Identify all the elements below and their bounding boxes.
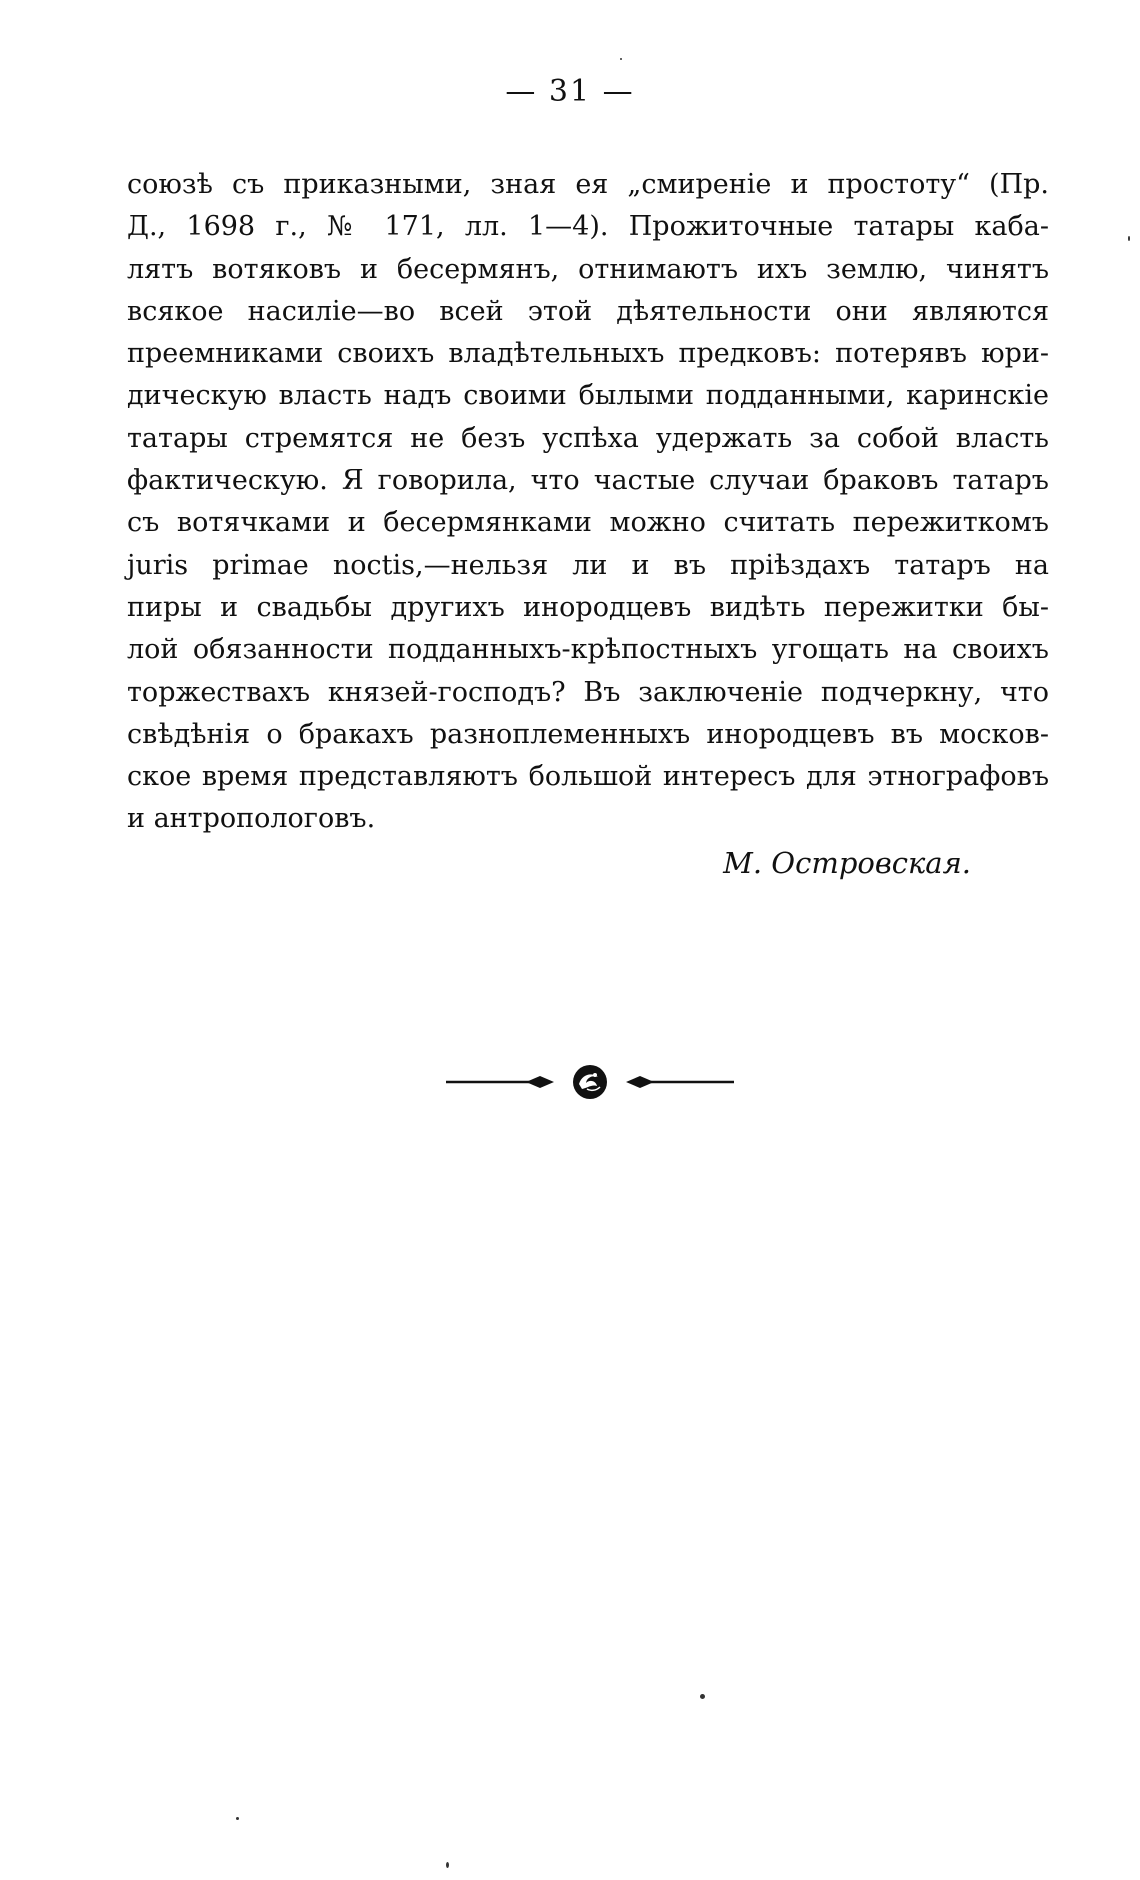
page-number: — 31 —: [505, 74, 635, 109]
text-line: juris primae noctis,—нельзя ли и въ прiѣздахъ татаръ на: [127, 549, 1049, 581]
body-paragraph: [127, 164, 1049, 841]
text-line: Д., 1698 г., № 171, лл. 1—4). Прожиточные татары каба-: [127, 211, 1049, 243]
text-line: всякое насилiе—во всей этой дѣятельности они являются: [127, 295, 1049, 327]
text-line: и антропологовъ.: [127, 803, 376, 835]
text-line: торжествахъ князей-господъ? Въ заключенiе подчеркну, что: [127, 676, 1049, 708]
text-line: лятъ вотяковъ и бесермянъ, отнимаютъ ихъ землю, чинятъ: [127, 253, 1049, 285]
text-line: съ вотячками и бесермянками можно считать пережиткомъ: [127, 507, 1049, 539]
paper-speck: [1128, 236, 1130, 241]
paper-speck: [446, 1862, 449, 1868]
paper-speck: [620, 58, 622, 60]
text-line: свѣдѣнiя о бракахъ разноплеменныхъ инородцевъ въ москов-: [127, 718, 1049, 750]
text-line: татары стремятся не безъ успѣха удержать за собой власть: [127, 422, 1049, 454]
text-line: лой обязанности подданныхъ-крѣпостныхъ угощать на своихъ: [127, 634, 1049, 666]
text-line: дическую власть надъ своими былыми подданными, каринскiе: [127, 380, 1049, 412]
text-line: ское время представляютъ большой интересъ для этнографовъ: [127, 761, 1049, 793]
author-signature: М. Островская.: [723, 846, 971, 880]
paper-speck: [700, 1694, 705, 1699]
ornament-divider-icon: [440, 1062, 740, 1102]
text-line: преемниками своихъ владѣтельныхъ предковъ: потерявъ юри-: [127, 338, 1049, 370]
paper-speck: [236, 1817, 239, 1820]
text-line: союзѣ съ приказными, зная ея „смиренiе и простоту“ (Пр.: [127, 169, 1049, 200]
text-line: пиры и свадьбы другихъ инородцевъ видѣть пережитки бы-: [127, 591, 1049, 623]
text-line: фактическую. Я говорила, что частые случаи браковъ татаръ: [127, 465, 1049, 497]
